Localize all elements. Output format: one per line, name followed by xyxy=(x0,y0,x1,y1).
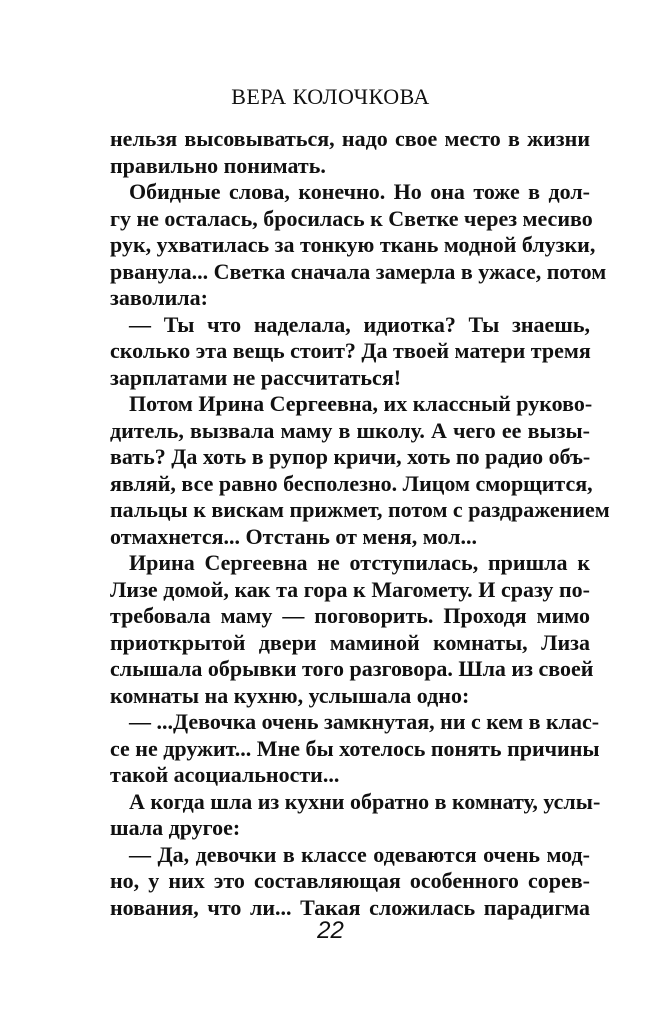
text-line: Лизе домой, как та гора к Магомету. И сразу по- xyxy=(110,576,590,602)
text-line: вать? Да хоть в рупор кричи, хоть по радио объ- xyxy=(110,444,591,469)
text-line: дитель, вызвала маму в школу. А чего ее вызы- xyxy=(110,417,590,443)
text-line: отмахнется... Отстань от меня, мол... xyxy=(110,523,477,549)
text-line: заволила: xyxy=(110,285,208,310)
text-line: рук, ухватилась за тонкую ткань модной блузки, xyxy=(110,232,596,257)
text-line: такой асоциальности... xyxy=(110,762,340,787)
text-line: рванула... Светка сначала замерла в ужасе, потом xyxy=(110,258,607,284)
text-line: нельзя высовываться, надо свое место в жизни xyxy=(110,126,590,151)
text-line: пальцы к вискам прижмет, потом с раздражением xyxy=(110,497,610,522)
text-line: приоткрытой двери маминой комнаты, Лиза xyxy=(110,629,590,655)
text-line: сколько эта вещь стоит? Да твоей матери тремя xyxy=(110,338,591,363)
text-line: — Да, девочки в классе одеваются очень мод- xyxy=(129,841,590,867)
text-line: А когда шла из кухни обратно в комнату, услы- xyxy=(129,788,601,814)
text-line: гу не осталась, бросилась к Светке через месиво xyxy=(110,205,593,231)
page-number: 22 xyxy=(317,917,344,944)
running-header: ВЕРА КОЛОЧКОВА xyxy=(231,84,430,109)
text-line: шала другое: xyxy=(110,815,241,840)
text-line: зарплатами не рассчитаться! xyxy=(110,364,402,390)
text-line: комнаты на кухню, услышала одно: xyxy=(110,682,470,708)
text-line: Обидные слова, конечно. Но она тоже в дол- xyxy=(129,179,590,204)
text-line: требовала маму — поговорить. Проходя мимо xyxy=(110,603,590,628)
text-line: но, у них это составляющая особенного сорев- xyxy=(110,868,590,893)
text-line: — ...Девочка очень замкнутая, ни с кем в клас- xyxy=(129,709,600,734)
text-line: — Ты что наделала, идиотка? Ты знаешь, xyxy=(129,311,590,337)
body-text xyxy=(110,126,610,921)
text-line: нования, что ли... Такая сложилась парадигма xyxy=(110,894,590,920)
text-line: слышала обрывки того разговора. Шла из своей xyxy=(110,656,594,681)
text-line: Потом Ирина Сергеевна, их классный руково- xyxy=(129,391,593,416)
text-line: се не дружит... Мне бы хотелось понять причины xyxy=(110,735,600,761)
text-line: Ирина Сергеевна не отступилась, пришла к xyxy=(129,550,590,575)
text-line: правильно понимать. xyxy=(110,152,326,178)
text-line: являй, все равно бесполезно. Лицом сморщится, xyxy=(110,470,593,496)
